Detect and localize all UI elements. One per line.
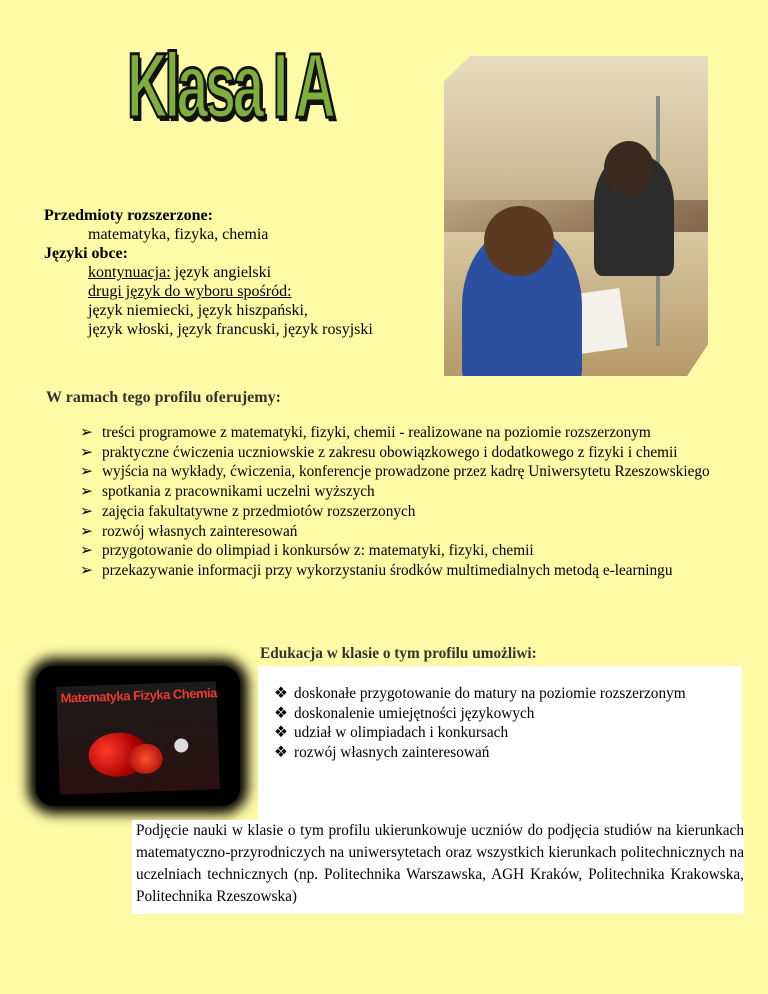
molecule-image-2	[128, 743, 163, 774]
list-item	[274, 743, 744, 763]
diamond-bullet-icon: ❖	[274, 744, 288, 762]
arrow-bullet-icon: ➢	[80, 424, 93, 441]
education-item-text: doskonałe przygotowanie do matury na poziomie rozszerzonym	[294, 685, 686, 702]
page-title: Klasa I A	[127, 35, 333, 137]
diamond-bullet-icon: ❖	[274, 724, 288, 742]
list-item	[80, 482, 750, 502]
list-item	[80, 423, 750, 443]
education-heading: Edukacja w klasie o tym profilu umożliwi:	[260, 645, 537, 662]
diamond-bullet-icon: ❖	[274, 704, 288, 722]
closing-paragraph: Podjęcie nauki w klasie o tym profilu ukierunkowuje uczniów do podjęcia studiów na kierunkach matematyczno-przyrodniczych na uniwersytetach oraz wszystkich kierunkach politechnicznych na uczelniach technicznych (np. Politechnika Warszawska, AGH Kraków, Politechnika Krakowska, Politechnika Rzeszowska)	[132, 820, 744, 914]
education-item-text: rozwój własnych zainteresowań	[294, 744, 490, 762]
second-language-line	[44, 282, 373, 301]
offer-item-text: treści programowe z matematyki, fizyki, chemii - realizowane na poziomie rozszerzonym	[102, 424, 651, 441]
arrow-bullet-icon: ➢	[80, 463, 93, 481]
subjects-block	[44, 206, 373, 339]
publisher-logo	[174, 738, 188, 752]
second-language-options-2: język włoski, język francuski, język rosyjski	[88, 321, 373, 338]
second-language-label: drugi język do wyboru spośród:	[88, 283, 292, 300]
arrow-bullet-icon: ➢	[80, 542, 93, 560]
list-item	[80, 502, 750, 522]
offer-item-text: zajęcia fakultatywne z przedmiotów rozszerzonych	[102, 502, 416, 520]
list-item	[274, 723, 744, 743]
offer-item-text: rozwój własnych zainteresowań	[102, 522, 298, 540]
continuation-line	[44, 263, 373, 282]
title-wrap	[0, 35, 460, 137]
arrow-bullet-icon: ➢	[80, 561, 93, 579]
education-item-text: udział w olimpiadach i konkursach	[294, 724, 509, 742]
education-list	[274, 684, 744, 763]
list-item	[80, 541, 750, 561]
offer-item-text: przygotowanie do olimpiad i konkursów z: matematyki, fizyki, chemii	[102, 542, 534, 560]
arrow-bullet-icon: ➢	[80, 483, 93, 501]
second-language-options-1: język niemiecki, język hiszpański,	[88, 302, 308, 319]
offer-list	[80, 423, 750, 581]
textbook-title: Matematyka Fizyka Chemia	[60, 685, 218, 706]
offer-item-text: przekazywanie informacji przy wykorzystaniu środków multimedialnych metodą e-learningu	[102, 561, 673, 579]
list-item	[80, 522, 750, 542]
textbook-cover	[56, 681, 220, 795]
list-item	[274, 684, 744, 704]
continuation-label: kontynuacja:	[88, 264, 171, 281]
offer-item-text: wyjścia na wykłady, ćwiczenia, konferencje prowadzone przez kadrę Uniwersytetu Rzeszowskiego	[102, 463, 710, 481]
extended-subjects-label: Przedmioty rozszerzone:	[44, 207, 213, 224]
photo-student-2-head	[604, 141, 654, 196]
arrow-bullet-icon: ➢	[80, 443, 93, 461]
offer-heading: W ramach tego profilu oferujemy:	[46, 389, 281, 406]
diamond-bullet-icon: ❖	[274, 685, 288, 702]
photo-student-1-head	[484, 206, 554, 276]
classroom-photo	[444, 56, 708, 376]
extended-subjects-value: matematyka, fizyka, chemia	[88, 226, 269, 243]
list-item	[80, 561, 750, 581]
languages-label: Języki obce:	[44, 245, 128, 262]
arrow-bullet-icon: ➢	[80, 522, 93, 540]
arrow-bullet-icon: ➢	[80, 502, 93, 520]
continuation-value: język angielski	[170, 264, 272, 281]
textbook-photo	[36, 666, 240, 806]
list-item	[274, 704, 744, 724]
offer-item-text: praktyczne ćwiczenia uczniowskie z zakresu obowiązkowego i dodatkowego z fizyki i chemii	[102, 443, 678, 461]
list-item	[80, 443, 750, 463]
offer-item-text: spotkania z pracownikami uczelni wyższych	[102, 483, 375, 501]
list-item	[80, 462, 750, 482]
education-item-text: doskonalenie umiejętności językowych	[294, 704, 535, 722]
